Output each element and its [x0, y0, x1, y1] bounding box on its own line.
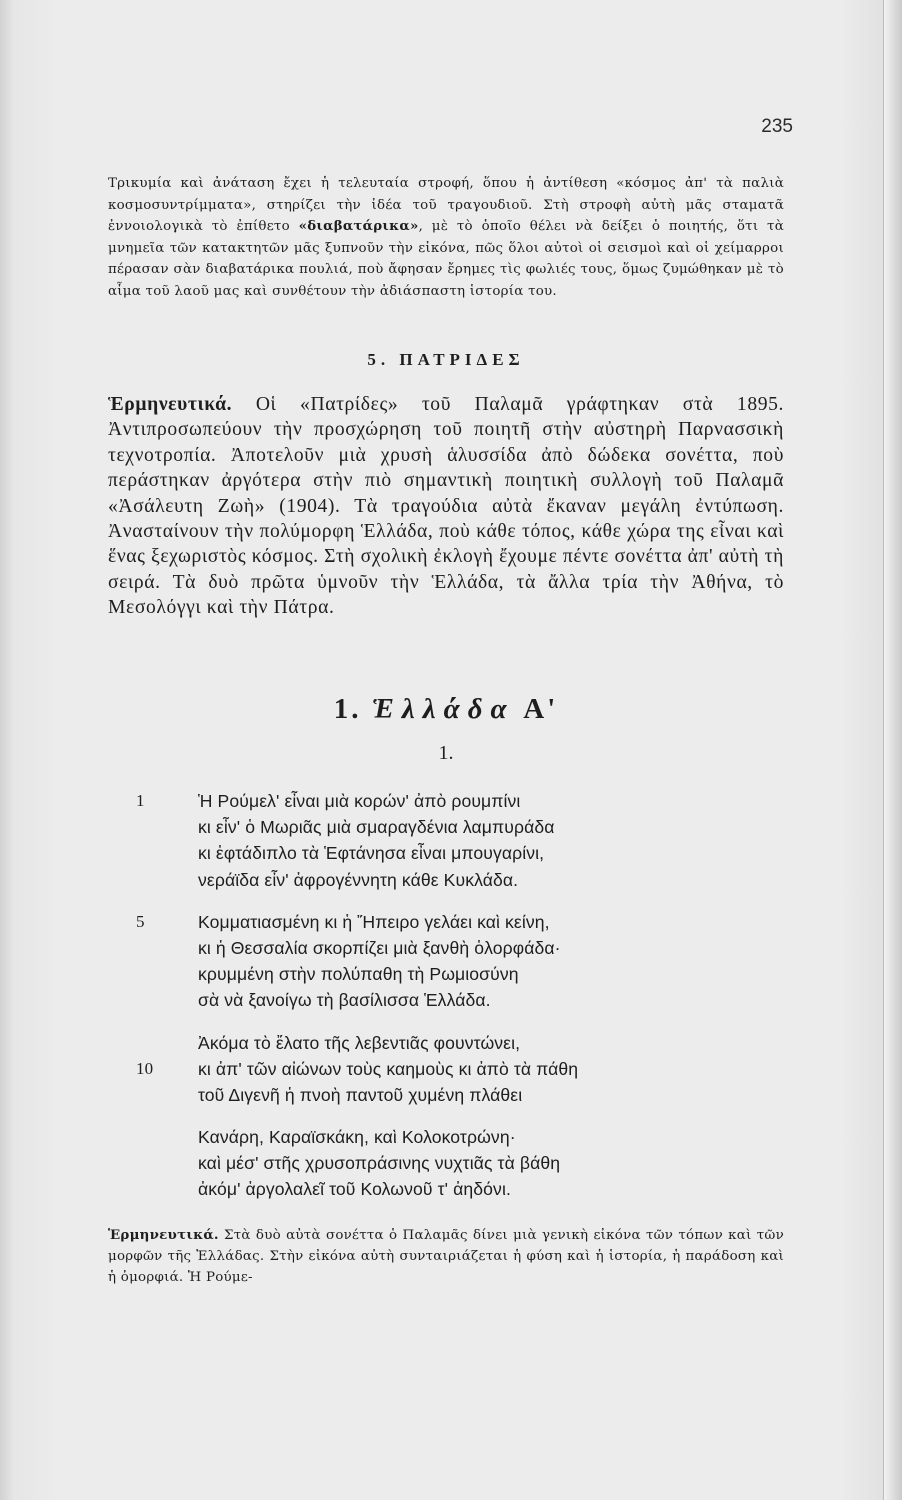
line-text: κι ἡ Θεσσαλία σκορπίζει μιὰ ξανθὴ ὁλορφάδα· [198, 937, 561, 958]
line-number: 5 [136, 911, 145, 931]
line-text: κι ἑφτάδιπλο τὰ Ἑφτάνησα εἶναι μπουγαρίνι, [198, 843, 545, 864]
section-heading: 5. ΠΑΤΡΙΔΕΣ [367, 350, 525, 369]
poem-line [130, 987, 790, 1013]
intro-text-rest: , μὲ τὸ ὁποῖο θέλει νὰ δείξει ὁ ποιητής, ὅτι τὰ μνημεῖα τῶν κατακτητῶν μᾶς ξυπνοῦν τὴν εἰκόνα, πῶς ὅλοι αὐτοὶ οἱ σεισμοὶ καὶ οἱ χείμαρροι πέρασαν σὰν διαβατάρικα πουλιά, ποὺ ἄφησαν ἔρημες τὶς φωλιές τους, ὅμως ζυμώθηκαν μὲ τὸ αἷμα τοῦ λαοῦ μας καὶ συνθέτουν τὴν ἀδιάσπαστη ἱστορία του. [108, 219, 784, 299]
line-number: 1 [136, 791, 145, 810]
poem-line [130, 814, 790, 840]
line-text: καὶ μέσ' στῆς χρυσοπράσινης νυχτιᾶς τὰ βάθη [198, 1153, 561, 1174]
line-text: Ἡ Ρούμελ' εἶναι μιὰ κορών' ἀπὸ ρουμπίνι [198, 791, 521, 811]
line-number: 10 [136, 1058, 154, 1078]
poem-title-text: Ἑλλάδα [371, 693, 515, 725]
poem-title-suffix: Α' [523, 693, 559, 725]
poem-line [130, 909, 790, 935]
line-text: κρυμμένη στὴν πολύπαθη τὴ Ρωμιοσύνη [198, 964, 519, 985]
poem-line [130, 1082, 790, 1108]
stanza [130, 909, 790, 1014]
poem-title [108, 693, 784, 726]
poem-line [130, 1030, 790, 1056]
body-paragraph [108, 392, 784, 621]
line-text: ἀκόμ' ἀργολαλεῖ τοῦ Κολωνοῦ τ' ἀηδόνι. [198, 1179, 511, 1200]
stanza [130, 1030, 790, 1109]
poem-line [130, 1176, 790, 1202]
line-text: κι εἶν' ὁ Μωριᾶς μιὰ σμαραγδένια λαμπυράδα [198, 817, 555, 838]
stanza [130, 788, 790, 893]
line-text: τοῦ Διγενῆ ἡ πνοὴ παντοῦ χυμένη πλάθει [198, 1084, 523, 1105]
line-text: Ἀκόμα τὸ ἔλατο τῆς λεβεντιᾶς φουντώνει, [198, 1032, 521, 1053]
poem-line [130, 1056, 790, 1082]
commentary-label: Ἑρμηνευτικά. [108, 1227, 219, 1243]
line-text: νεράϊδα εἶν' ἀφρογέννητη κάθε Κυκλάδα. [198, 869, 519, 890]
poem-line [130, 840, 790, 866]
line-text: Κανάρη, Καραϊσκάκη, καὶ Κολοκοτρώνη· [198, 1127, 516, 1148]
poem-line [130, 1150, 790, 1176]
body-text: Οἱ «Πατρίδες» τοῦ Παλαμᾶ γράφτηκαν στὰ 1895. Ἀντιπροσωπεύουν τὴν προσχώρηση τοῦ ποιητῆ στὴν αὐστηρὴ Παρνασσικὴ τεχνοτροπία. Ἀποτελοῦν μιὰ χρυσὴ ἁλυσσίδα ἀπὸ δώδεκα σονέττα, ποὺ περάστηκαν ἀργότερα στὴν πιὸ σημαντικὴ ποιητικὴ συλλογὴ τοῦ Παλαμᾶ «Ἀσάλευτη Ζωὴ» (1904). Τὰ τραγούδια αὐτὰ ἔκαναν μεγάλη ἐντύπωση. Ἀνασταίνουν τὴν πολύμορφη Ἑλλάδα, ποὺ κάθε τόπος, κάθε χώρα της εἶναι καὶ ἕνας ξεχωριστὸς κόσμος. Στὴ σχολικὴ ἐκλογὴ ἔχουμε πέντε σονέττα ἀπ' αὐτὴ τὴ σειρά. Τὰ δυὸ πρῶτα ὑμνοῦν τὴν Ἑλλάδα, τὰ ἄλλα τρία τὴν Ἀθήνα, τὸ Μεσολόγγι καὶ τὴν Πάτρα. [108, 394, 785, 619]
poem-line [130, 935, 790, 961]
line-text: σὰ νὰ ξανοίγω τὴ βασίλισσα Ἑλλάδα. [198, 990, 491, 1011]
poem-line [130, 867, 790, 893]
line-text: Κομματιασμένη κι ἡ Ἤπειρο γελάει καὶ κείνη, [198, 911, 550, 932]
sonnet-number: 1. [438, 742, 454, 764]
commentary-text: Στὰ δυὸ αὐτὰ σονέττα ὁ Παλαμᾶς δίνει μιὰ γενικὴ εἰκόνα τῶν τόπων καὶ τῶν μορφῶν τῆς Ἑλλάδας. Στὴν εἰκόνα αὐτὴ συνταιριάζεται ἡ φύση καὶ ἡ ἱστορία, ἡ παράδοση καὶ ἡ ὀμορφιά. Ἡ Ρούμε- [108, 1228, 784, 1285]
stanza [130, 1124, 790, 1203]
page-edge [883, 0, 902, 1500]
intro-paragraph [108, 173, 784, 303]
intro-text: Τρικυμία καὶ ἀνάταση ἔχει ἡ τελευταία στροφή, ὅπου ἡ ἀντίθεση «κόσμος ἀπ' τὰ παλιὰ κοσμοσυντρίμματα», στηρίζει τὴν ἰδέα τοῦ τραγουδιοῦ. Στὴ στροφὴ αὐτὴ μᾶς σταματᾶ ἐννοιολογικὰ τὸ ἐπίθετο [108, 176, 784, 235]
intro-bold-word: «διαβατάρικα» [298, 218, 419, 235]
poem-title-number: 1. [333, 693, 362, 725]
page-number: 235 [761, 116, 793, 137]
line-text: κι ἀπ' τῶν αἰώνων τοὺς καημοὺς κι ἀπὸ τὰ πάθη [198, 1058, 579, 1079]
poem [130, 788, 790, 1219]
poem-line [130, 788, 790, 814]
poem-line [130, 961, 790, 987]
poem-line [130, 1124, 790, 1150]
body-label: Ἑρμηνευτικά. [108, 394, 233, 415]
commentary-paragraph [108, 1225, 784, 1288]
